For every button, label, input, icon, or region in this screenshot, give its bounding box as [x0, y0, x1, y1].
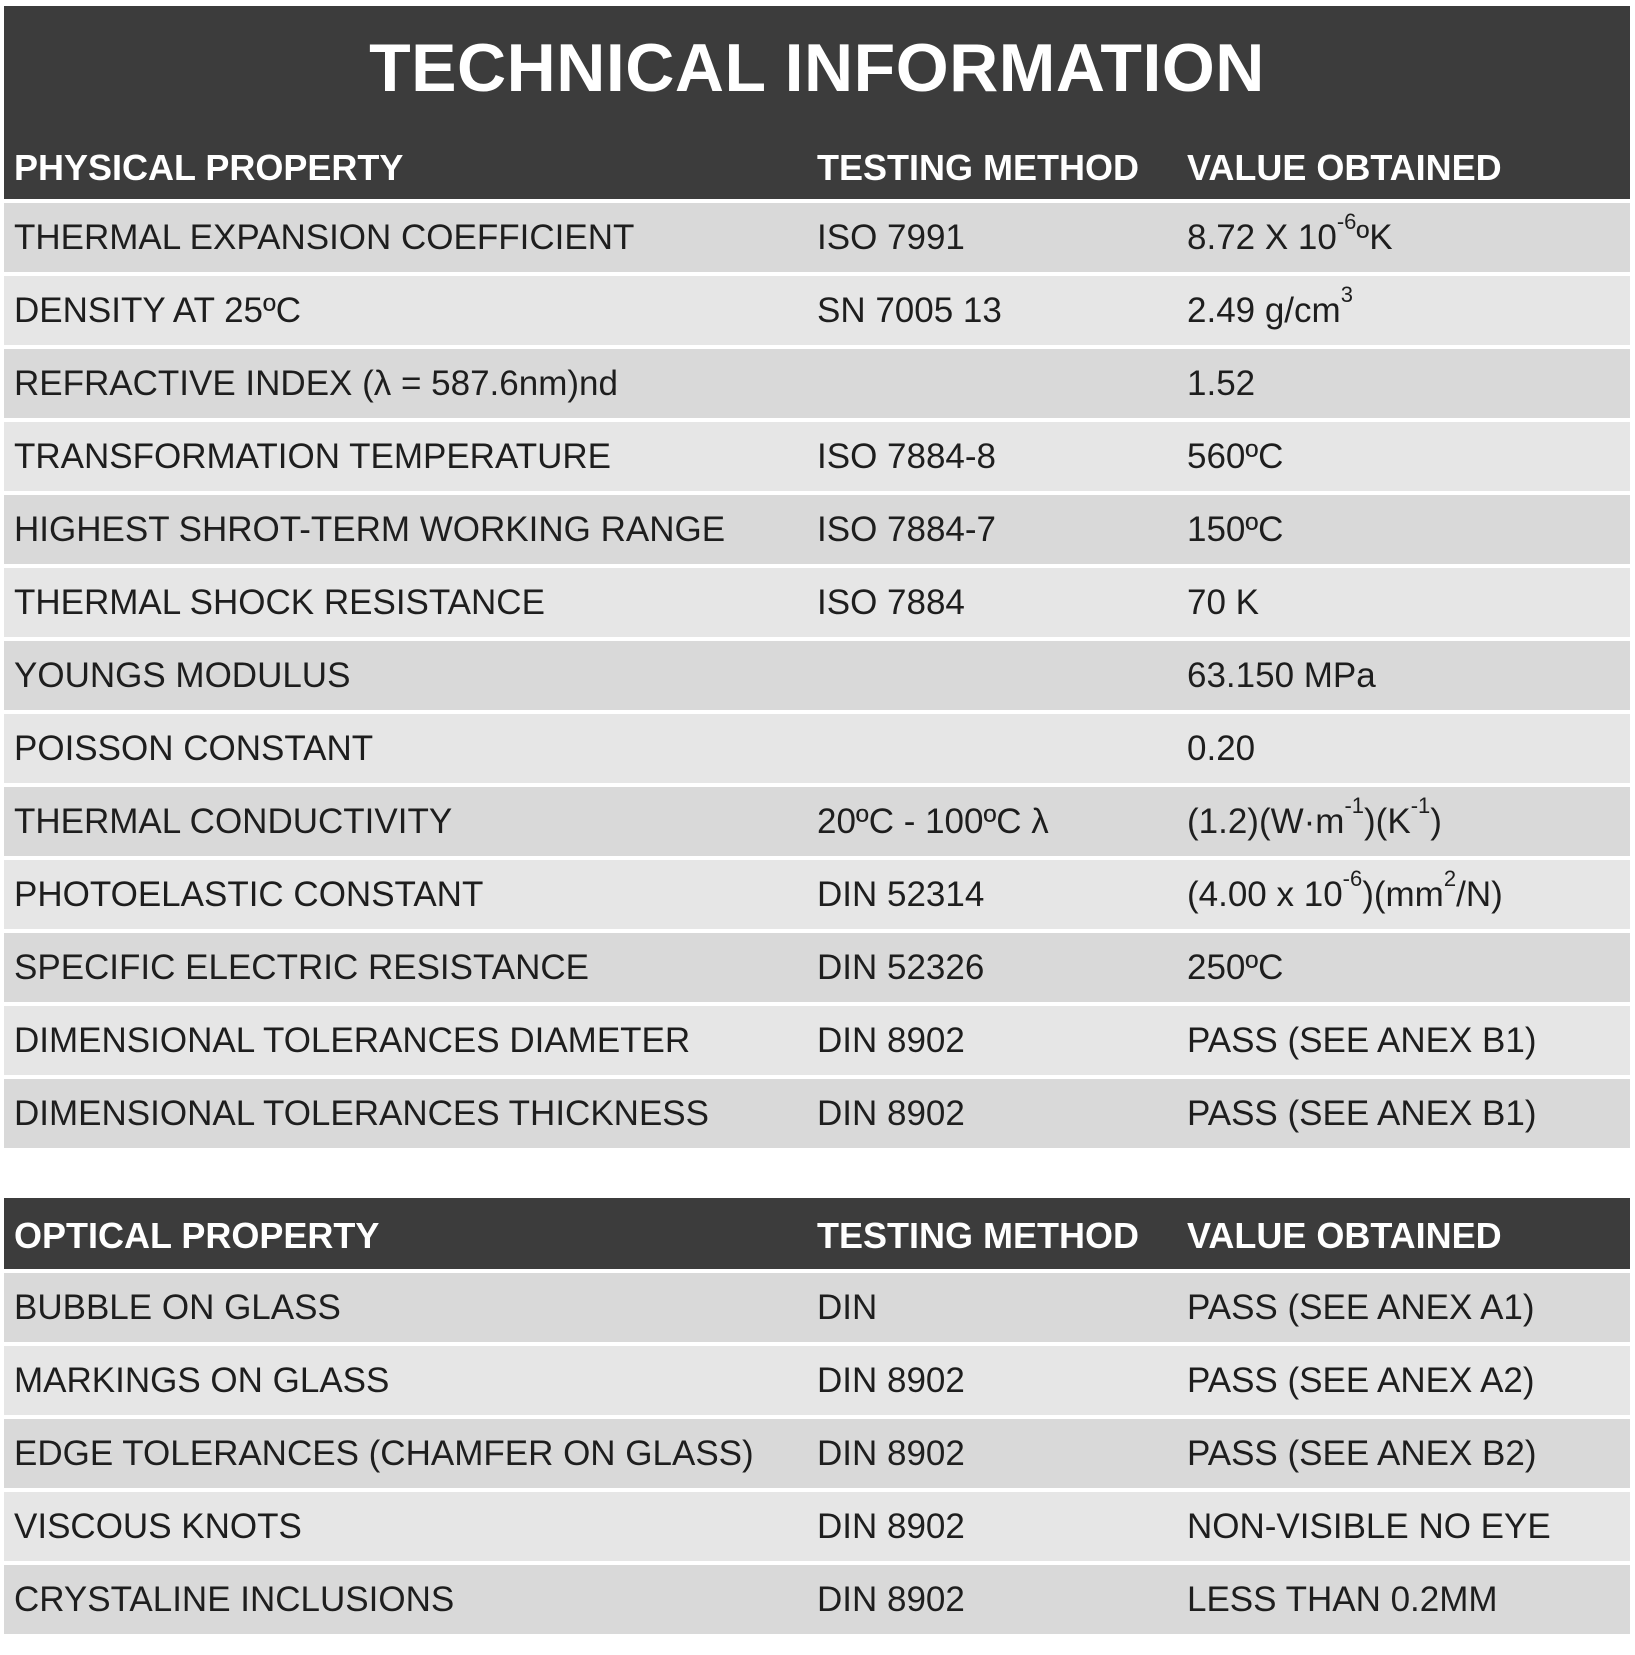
physical-header-row	[4, 132, 1630, 199]
property-cell: CRYSTALINE INCLUSIONS	[14, 1580, 455, 1619]
property-cell: HIGHEST SHROT-TERM WORKING RANGE	[14, 510, 726, 549]
value-cell: PASS (SEE ANEX B1)	[1187, 1094, 1537, 1133]
property-cell: SPECIFIC ELECTRIC RESISTANCE	[14, 948, 590, 987]
physical-header-value: VALUE OBTAINED	[1187, 147, 1502, 188]
method-cell: DIN 8902	[817, 1021, 965, 1060]
value-cell: PASS (SEE ANEX A1)	[1187, 1288, 1535, 1327]
method-cell: ISO 7884-7	[817, 510, 996, 549]
value-superscript: -6	[1336, 209, 1357, 234]
table-row	[4, 418, 1630, 491]
property-cell: YOUNGS MODULUS	[14, 656, 351, 695]
value-superscript: -1	[1344, 793, 1365, 818]
value-cell: PASS (SEE ANEX B1)	[1187, 1021, 1537, 1060]
value-cell: 63.150 MPa	[1187, 656, 1376, 695]
value-cell	[1187, 209, 1393, 259]
property-cell: BUBBLE ON GLASS	[14, 1288, 341, 1327]
method-cell: DIN	[817, 1288, 878, 1327]
table-row	[4, 637, 1630, 710]
value-text: 8.72 X 10	[1187, 218, 1337, 257]
table-row	[4, 1415, 1630, 1488]
table-row	[4, 345, 1630, 418]
method-cell: 20ºC - 100ºC λ	[817, 802, 1049, 841]
table-row	[4, 1342, 1630, 1415]
optical-table-body	[4, 1269, 1630, 1634]
table-row	[4, 1002, 1630, 1075]
value-cell: 250ºC	[1187, 948, 1284, 987]
optical-header-value: VALUE OBTAINED	[1187, 1215, 1502, 1256]
table-row	[4, 199, 1630, 272]
table-row	[4, 272, 1630, 345]
table-row	[4, 1561, 1630, 1634]
value-cell: PASS (SEE ANEX A2)	[1187, 1361, 1535, 1400]
value-text: (1.2)(W·m	[1187, 802, 1345, 841]
property-cell: EDGE TOLERANCES (CHAMFER ON GLASS)	[14, 1434, 754, 1473]
value-cell: NON-VISIBLE NO EYE	[1187, 1507, 1551, 1546]
table-row	[4, 1269, 1630, 1342]
property-cell: DIMENSIONAL TOLERANCES DIAMETER	[14, 1021, 691, 1060]
table-row	[4, 491, 1630, 564]
table-row	[4, 710, 1630, 783]
value-superscript: -1	[1410, 793, 1431, 818]
method-cell: ISO 7884	[817, 583, 965, 622]
property-cell: DENSITY AT 25ºC	[14, 291, 302, 330]
title-bar	[4, 6, 1630, 132]
table-gap	[4, 1148, 1630, 1198]
value-cell: 70 K	[1187, 583, 1259, 622]
value-text: (4.00 x 10	[1187, 875, 1343, 914]
table-row	[4, 1075, 1630, 1148]
value-superscript: 3	[1340, 282, 1353, 307]
value-cell	[1187, 866, 1503, 916]
value-cell: 560ºC	[1187, 437, 1284, 476]
physical-header-method: TESTING METHOD	[817, 147, 1139, 188]
property-cell: THERMAL CONDUCTIVITY	[14, 802, 453, 841]
value-text: )(K	[1364, 802, 1411, 841]
method-cell: ISO 7991	[817, 218, 965, 257]
method-cell: DIN 8902	[817, 1507, 965, 1546]
table-row	[4, 564, 1630, 637]
value-cell: 150ºC	[1187, 510, 1284, 549]
value-text: /N)	[1456, 875, 1503, 914]
property-cell: REFRACTIVE INDEX (λ = 587.6nm)nd	[14, 364, 618, 403]
method-cell: ISO 7884-8	[817, 437, 996, 476]
value-text: )	[1430, 802, 1442, 841]
value-superscript: -6	[1342, 866, 1363, 891]
value-cell: 0.20	[1187, 729, 1256, 768]
method-cell: DIN 8902	[817, 1094, 965, 1133]
value-superscript: 2	[1443, 866, 1457, 891]
property-cell: DIMENSIONAL TOLERANCES THICKNESS	[14, 1094, 709, 1133]
value-cell: 1.52	[1187, 364, 1256, 403]
property-cell: PHOTOELASTIC CONSTANT	[14, 875, 484, 914]
property-cell: THERMAL SHOCK RESISTANCE	[14, 583, 545, 622]
method-cell: DIN 8902	[817, 1361, 965, 1400]
value-cell: LESS THAN 0.2MM	[1187, 1580, 1498, 1619]
method-cell: DIN 8902	[817, 1434, 965, 1473]
method-cell: DIN 8902	[817, 1580, 965, 1619]
physical-header-property: PHYSICAL PROPERTY	[14, 147, 404, 188]
value-cell: PASS (SEE ANEX B2)	[1187, 1434, 1537, 1473]
value-text: )(mm	[1362, 875, 1444, 914]
optical-header-row	[4, 1198, 1630, 1269]
method-cell: DIN 52326	[817, 948, 985, 987]
property-cell: THERMAL EXPANSION COEFFICIENT	[14, 218, 635, 257]
table-row	[4, 856, 1630, 929]
property-cell: POISSON CONSTANT	[14, 729, 374, 768]
value-text: ºK	[1356, 218, 1393, 257]
page-title: TECHNICAL INFORMATION	[369, 30, 1265, 106]
value-text: 2.49 g/cm	[1187, 291, 1341, 330]
value-cell	[1187, 793, 1442, 843]
physical-table-body	[4, 199, 1630, 1148]
optical-header-method: TESTING METHOD	[817, 1215, 1139, 1256]
table-row	[4, 929, 1630, 1002]
table-row	[4, 1488, 1630, 1561]
method-cell: DIN 52314	[817, 875, 985, 914]
technical-information-sheet	[4, 6, 1630, 1634]
method-cell: SN 7005 13	[817, 291, 1002, 330]
property-cell: TRANSFORMATION TEMPERATURE	[14, 437, 611, 476]
property-cell: VISCOUS KNOTS	[14, 1507, 302, 1546]
property-cell: MARKINGS ON GLASS	[14, 1361, 390, 1400]
value-cell	[1187, 282, 1353, 332]
table-row	[4, 783, 1630, 856]
optical-header-property: OPTICAL PROPERTY	[14, 1215, 380, 1256]
